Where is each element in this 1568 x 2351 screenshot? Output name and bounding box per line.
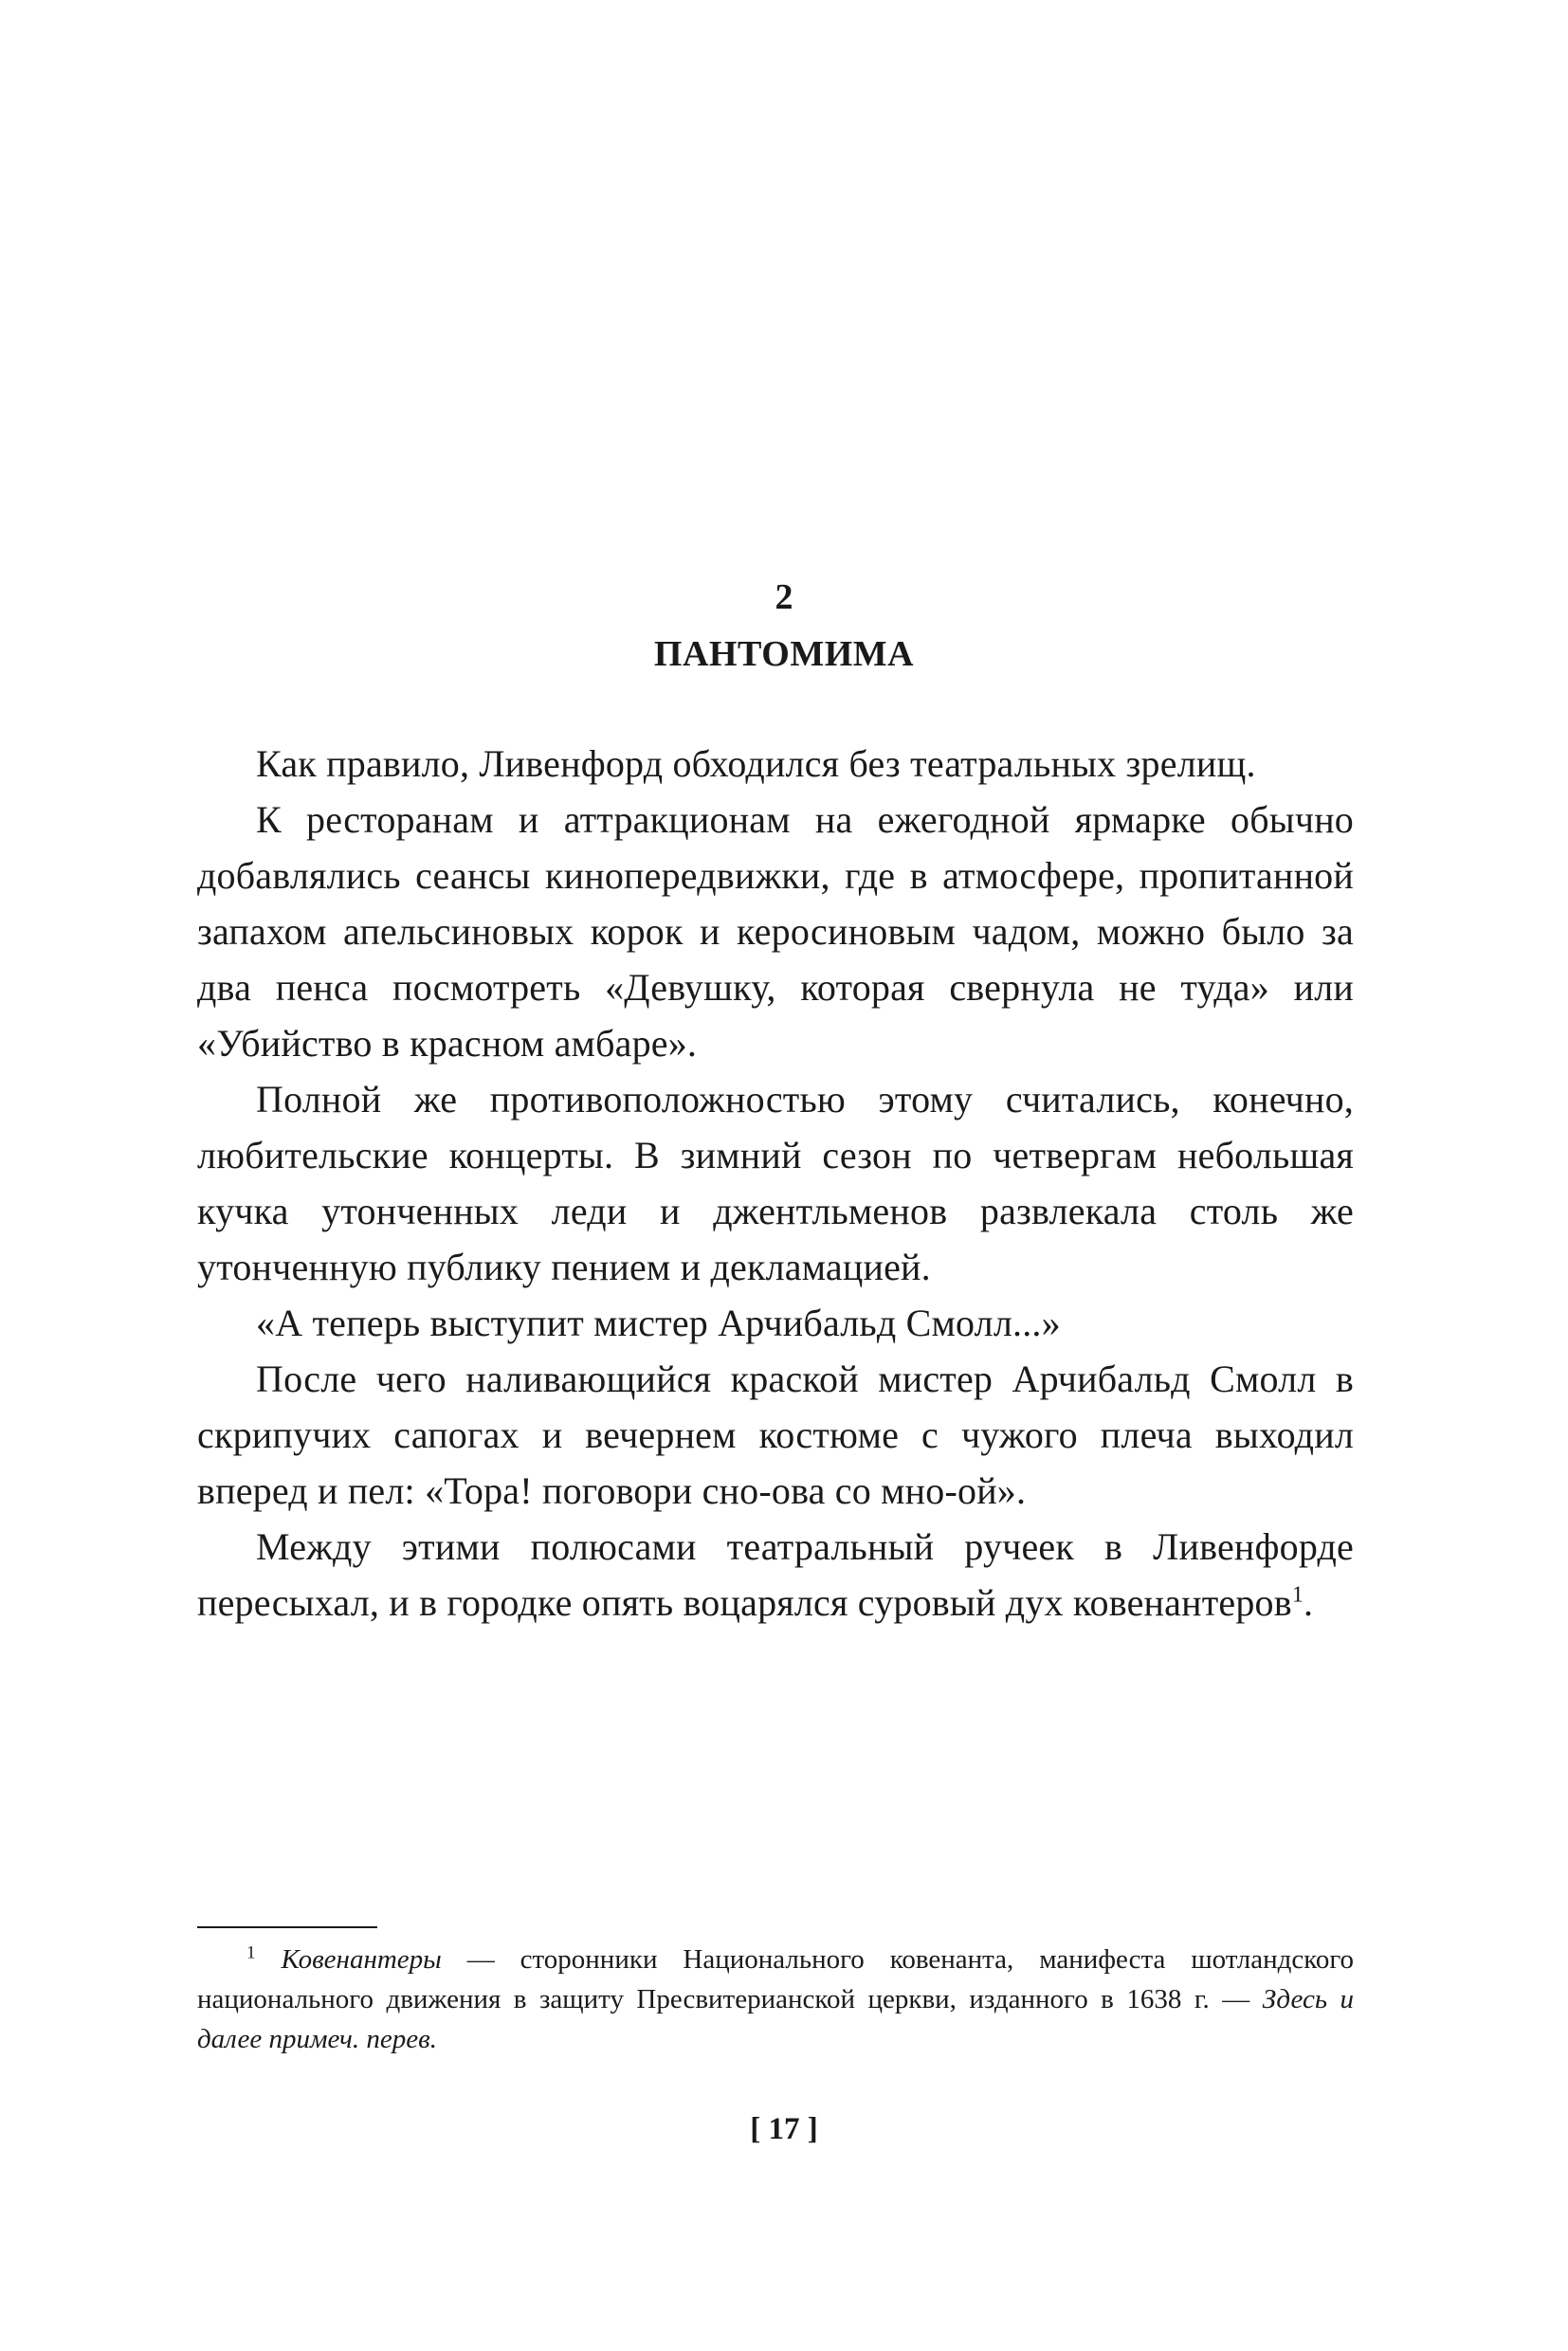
footnote-text: — сторонники Национального ковенанта, манифеста шотландского национального движения в защиту Пресвитерианской церкви, изданного в 1638 г. —: [197, 1944, 1355, 2014]
chapter-title: ПАНТОМИМА: [653, 634, 915, 674]
paragraph: «А теперь выступит мистер Арчибальд Смолл...»: [256, 1302, 1061, 1344]
paragraph: После чего наливающийся краской мистер Арчибальд Смолл в скрипучих сапогах и вечернем костюме с чужого плеча выходил вперед и пел: «Тора! поговори сно-ова со мно-ой».: [197, 1358, 1354, 1512]
paragraph: Как правило, Ливенфорд обходился без театральных зрелищ.: [256, 742, 1256, 785]
footnote: [197, 1940, 1354, 2059]
paragraph-text: Между этими полюсами театральный ручеек в Ливенфорде пересыхал, и в городке опять воцарялся суровый дух ковенантеров: [197, 1525, 1354, 1624]
footnote-term: Ковенантеры: [281, 1944, 442, 1975]
paragraph-with-footnote: Между этими полюсами театральный ручеек в Ливенфорде пересыхал, и в городке опять воцарялся суровый дух ковенантеров$^1$.: [197, 1525, 1354, 1624]
paragraph: К ресторанам и аттракционам на ежегодной ярмарке обычно добавлялись сеансы кинопередвижки, где в атмосфере, пропитанной запахом апельсиновых корок и керосиновым чадом, можно было за два пенса посмотреть «Девушку, которая свернула не туда» или «Убийство в красном амбаре».: [197, 798, 1354, 1065]
paragraph: Полной же противоположностью этому считались, конечно, любительские концерты. В зимний сезон по четвергам небольшая кучка утонченных леди и джентльменов развлекала столь же утонченную публику пением и декламацией.: [197, 1078, 1354, 1288]
footnote-reference: 1: [1291, 1582, 1304, 1608]
chapter-number: 2: [775, 577, 793, 617]
body-text: [197, 736, 1354, 1631]
footnote-divider: [197, 1926, 377, 1928]
footnote-marker: 1: [246, 1942, 256, 1963]
page-number: [ 17 ]: [750, 2112, 818, 2146]
footnote-translator-note: Здесь и далее примеч. перев.: [197, 1984, 1354, 2054]
